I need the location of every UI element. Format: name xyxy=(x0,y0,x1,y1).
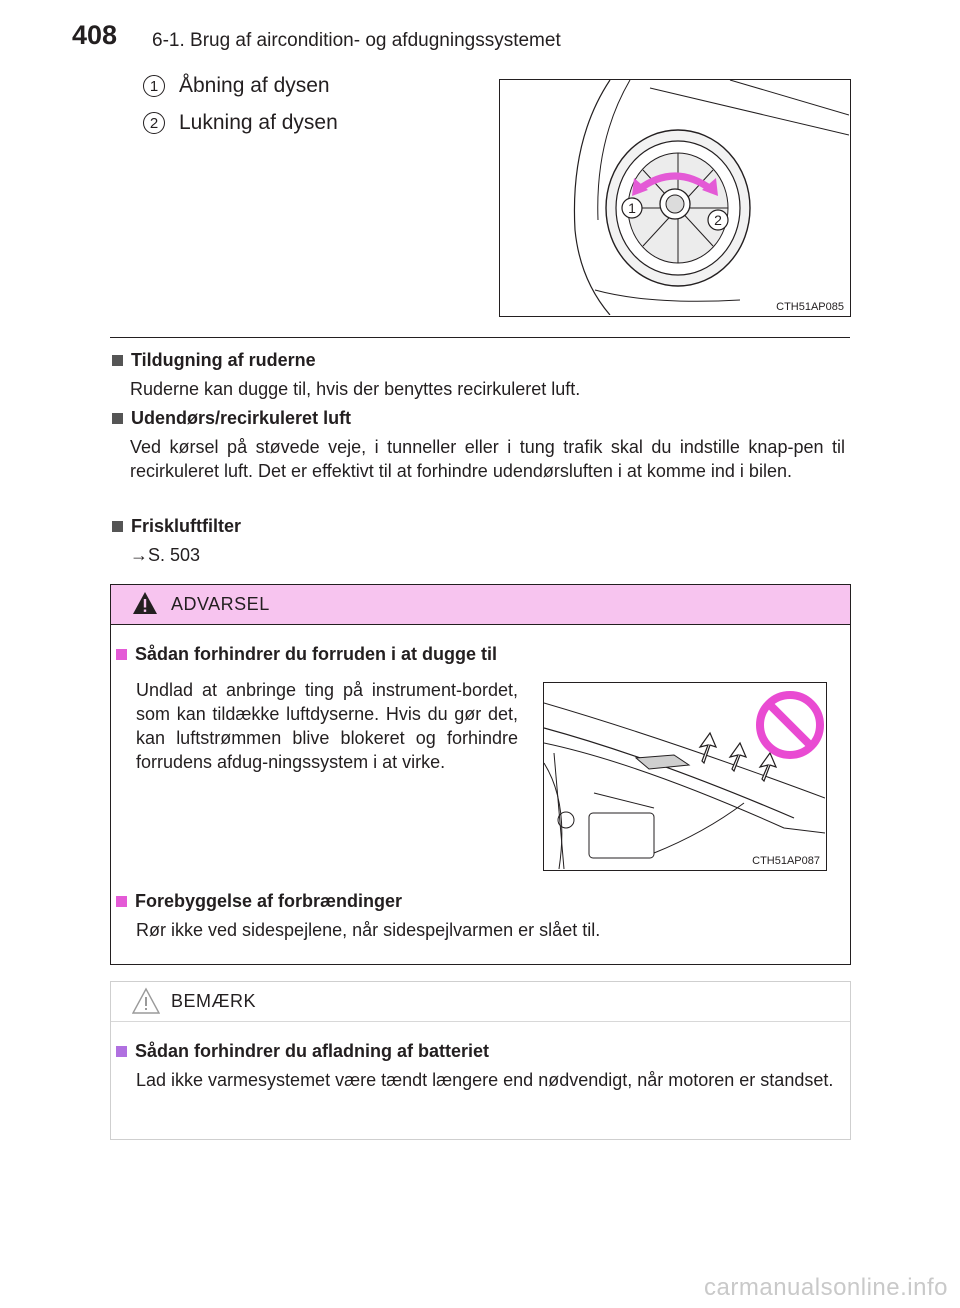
section-heading xyxy=(112,408,351,429)
callout-2: 2 xyxy=(714,212,722,228)
warning-item-body: Undlad at anbringe ting på instrument-bordet, som kan tildække luftdyserne. Hvis du gør det, kan luftstrømmen blive blokeret og forhindre forrudens afdug-ningssystem i at virke. xyxy=(136,680,518,772)
section-divider xyxy=(110,337,850,338)
section-heading xyxy=(112,350,316,371)
bullet-square-icon xyxy=(112,521,123,532)
step-2 xyxy=(143,111,338,135)
warning-triangle-icon xyxy=(132,591,158,615)
bullet-square-icon xyxy=(112,413,123,424)
notice-item-title: Sådan forhindrer du afladning af batteriet xyxy=(135,1041,490,1061)
warning-item-heading xyxy=(116,891,402,912)
section-header: 6-1. Brug af aircondition- og afdugningssystemet xyxy=(152,30,561,51)
dashboard-illustration xyxy=(544,683,825,869)
bullet-square-icon xyxy=(112,355,123,366)
bullet-square-icon xyxy=(116,649,127,660)
caution-outline-icon xyxy=(132,987,160,1015)
warning-label: ADVARSEL xyxy=(171,594,270,614)
bullet-square-icon xyxy=(116,896,127,907)
air-vent-illustration xyxy=(500,80,849,315)
step-number: 2 xyxy=(143,112,165,134)
bullet-square-icon xyxy=(116,1046,127,1057)
warning-item-body: Rør ikke ved sidespejlene, når sidespejlvarmen er slået til. xyxy=(136,920,601,940)
figure-code: CTH51AP085 xyxy=(776,301,844,313)
section-title: Tildugning af ruderne xyxy=(131,350,316,370)
step-1 xyxy=(143,74,330,98)
warning-item-title: Forebyggelse af forbrændinger xyxy=(135,891,403,911)
notice-item-heading xyxy=(116,1041,489,1062)
warning-item-title: Sådan forhindrer du forruden i at dugge til xyxy=(135,644,498,664)
notice-label: BEMÆRK xyxy=(171,991,257,1011)
warning-item-heading xyxy=(116,644,497,665)
section-body: Ruderne kan dugge til, hvis der benyttes recirkuleret luft. xyxy=(130,379,581,399)
step-text: Lukning af dysen xyxy=(179,111,338,134)
air-vent-figure xyxy=(499,79,851,317)
dashboard-figure xyxy=(543,682,827,871)
section-body: Ved kørsel på støvede veje, i tunneller eller i tung trafik skal du indstille knap-pen til recirkuleret luft. Det er effektivt til at forhindre udendørsluften i at komme ind i bilen. xyxy=(130,437,845,481)
page-number: 408 xyxy=(72,20,118,50)
notice-item-body: Lad ikke varmesystemet være tændt længere end nødvendigt, når motoren er standset. xyxy=(136,1070,834,1090)
callout-1: 1 xyxy=(628,200,636,216)
section-body: →S. 503 xyxy=(130,545,201,565)
step-text: Åbning af dysen xyxy=(179,74,330,97)
section-title: Friskluftfilter xyxy=(131,516,242,536)
figure-code: CTH51AP087 xyxy=(752,855,820,867)
section-heading xyxy=(112,516,241,537)
section-title: Udendørs/recirkuleret luft xyxy=(131,408,352,428)
watermark: carmanualsonline.info xyxy=(704,1274,948,1301)
step-number: 1 xyxy=(143,75,165,97)
